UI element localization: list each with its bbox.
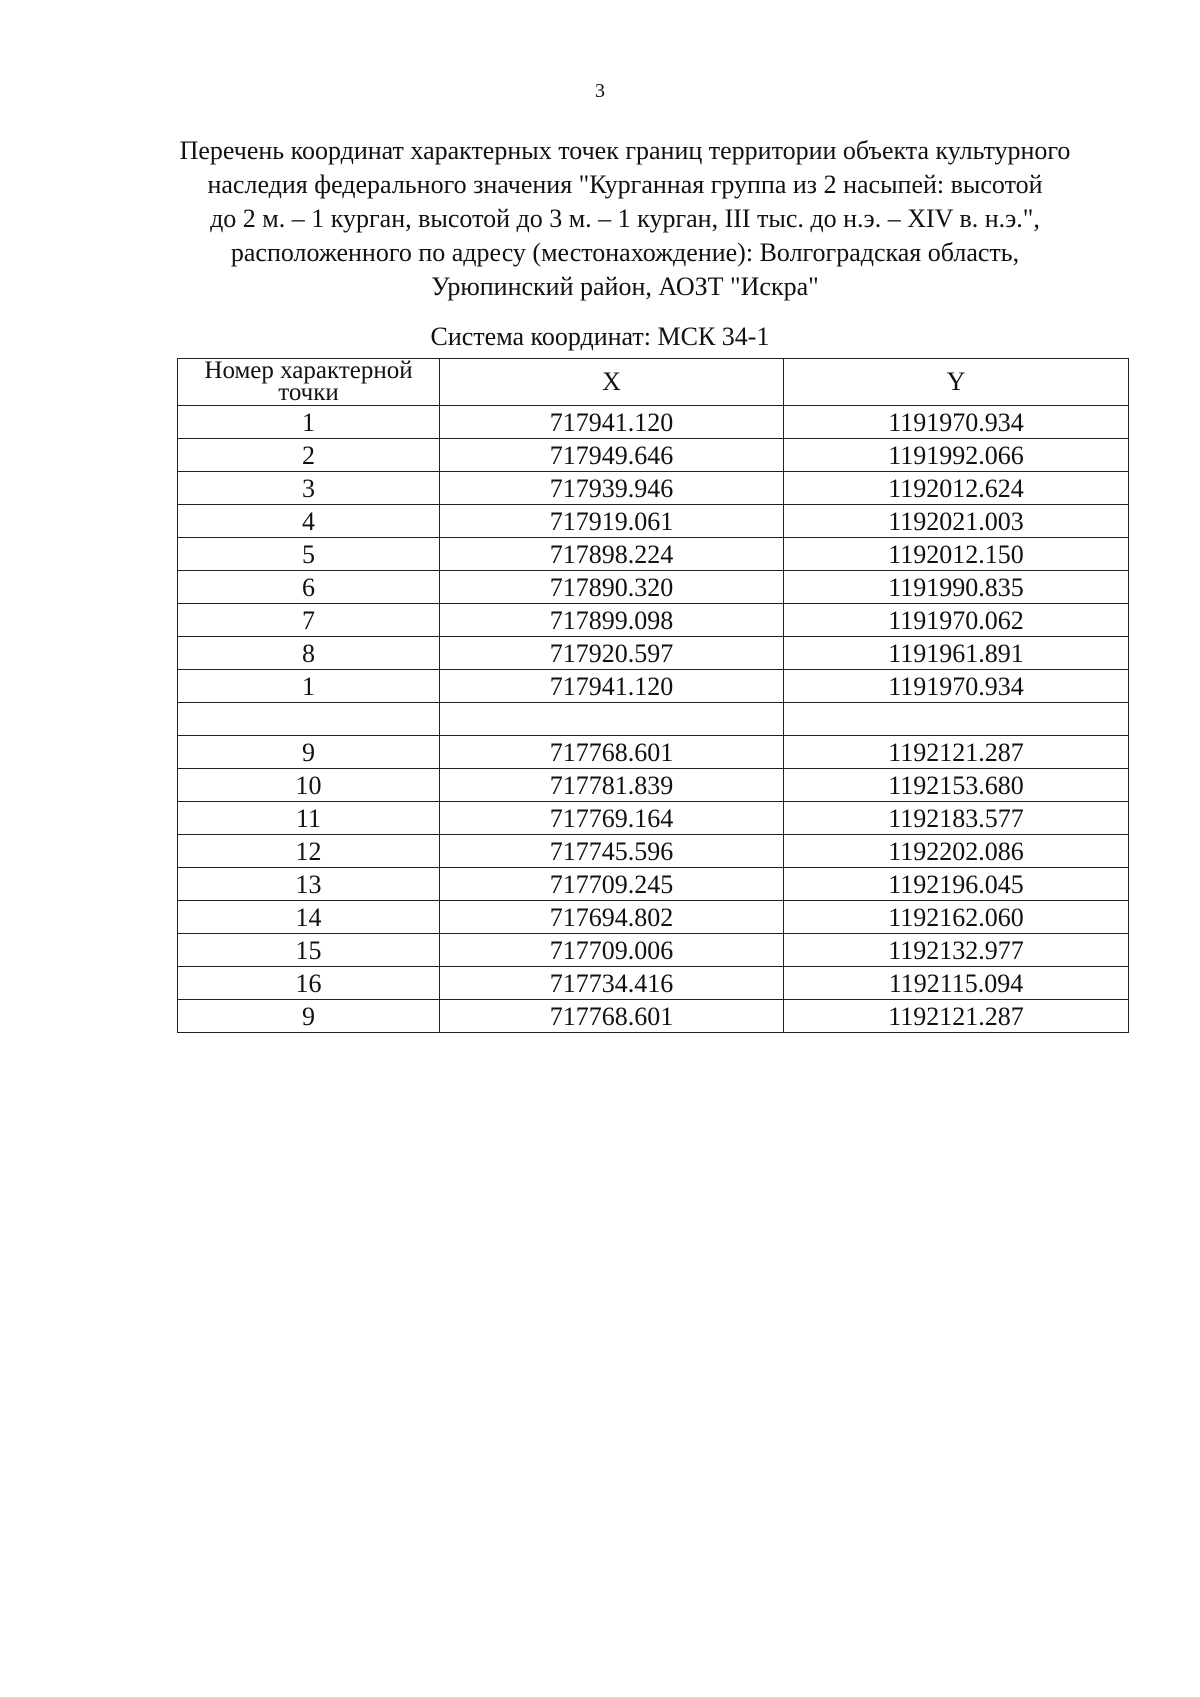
cell-point-number: 8 [178,637,440,670]
table-header-row [178,359,1129,406]
cell-y: 1192012.624 [784,472,1129,505]
page-number: 3 [595,80,605,102]
cell-x: 717709.006 [440,934,784,967]
cell-point-number: 16 [178,967,440,1000]
table-row [178,406,1129,439]
cell-point-number: 7 [178,604,440,637]
coordinate-system-label: Система координат: МСК 34-1 [430,322,770,351]
cell-x: 717899.098 [440,604,784,637]
cell-point-number: 9 [178,1000,440,1033]
cell-point-number: 15 [178,934,440,967]
cell-y: 1192121.287 [784,736,1129,769]
table-row [178,1000,1129,1033]
cell-x: 717781.839 [440,769,784,802]
cell-x: 717898.224 [440,538,784,571]
table-row [178,835,1129,868]
cell-y: 1191992.066 [784,439,1129,472]
table-row [178,901,1129,934]
document-title [170,134,1080,304]
cell-point-number: 11 [178,802,440,835]
cell-x: 717949.646 [440,439,784,472]
cell-x: 717769.164 [440,802,784,835]
title-line: наследия федерального значения "Курганная группа из 2 насыпей: высотой [207,170,1043,199]
cell-y: 1192121.287 [784,1000,1129,1033]
cell-y: 1192196.045 [784,868,1129,901]
title-line: Урюпинский район, АОЗТ "Искра" [431,272,819,301]
title-line: расположенного по адресу (местонахождение): Волгоградская область, [230,238,1020,267]
table-row [178,736,1129,769]
cell-x: 717919.061 [440,505,784,538]
cell-y: 1191990.835 [784,571,1129,604]
table-row [178,538,1129,571]
table-row [178,934,1129,967]
cell-x: 717768.601 [440,736,784,769]
table-row [178,472,1129,505]
header-point-number [178,359,440,406]
header-point-line1: Номер характерной [204,357,413,384]
cell-point-number: 6 [178,571,440,604]
cell-point-number: 10 [178,769,440,802]
cell-point-number: 1 [178,406,440,439]
table-row [178,505,1129,538]
cell-x: 717745.596 [440,835,784,868]
table-row [178,703,1129,736]
table-row [178,637,1129,670]
cell-y: 1192012.150 [784,538,1129,571]
cell-point-number: 5 [178,538,440,571]
cell-x [440,703,784,736]
cell-y: 1192153.680 [784,769,1129,802]
table-row [178,571,1129,604]
title-line: до 2 м. – 1 курган, высотой до 3 м. – 1 курган, III тыс. до н.э. – XIV в. н.э.", [210,204,1040,233]
cell-y: 1192132.977 [784,934,1129,967]
table-row [178,868,1129,901]
cell-y: 1192202.086 [784,835,1129,868]
coordinates-table [177,358,1129,1033]
cell-x: 717694.802 [440,901,784,934]
cell-x: 717920.597 [440,637,784,670]
header-y: Y [784,359,1129,406]
cell-y: 1192162.060 [784,901,1129,934]
cell-point-number: 1 [178,670,440,703]
cell-point-number: 2 [178,439,440,472]
cell-x: 717890.320 [440,571,784,604]
cell-point-number [178,703,440,736]
cell-x: 717941.120 [440,406,784,439]
cell-point-number: 4 [178,505,440,538]
table-body [178,406,1129,1033]
cell-y: 1192183.577 [784,802,1129,835]
cell-y: 1191970.934 [784,670,1129,703]
cell-y: 1191961.891 [784,637,1129,670]
table-row [178,967,1129,1000]
cell-point-number: 9 [178,736,440,769]
cell-y: 1192115.094 [784,967,1129,1000]
header-point-line2: точки [278,379,339,406]
header-x: X [440,359,784,406]
cell-x: 717709.245 [440,868,784,901]
cell-x: 717734.416 [440,967,784,1000]
cell-x: 717939.946 [440,472,784,505]
table-row [178,802,1129,835]
cell-point-number: 13 [178,868,440,901]
cell-y: 1191970.062 [784,604,1129,637]
title-line: Перечень координат характерных точек границ территории объекта культурного [179,136,1071,165]
cell-y: 1191970.934 [784,406,1129,439]
cell-x: 717941.120 [440,670,784,703]
cell-x: 717768.601 [440,1000,784,1033]
cell-y [784,703,1129,736]
table-row [178,769,1129,802]
cell-point-number: 14 [178,901,440,934]
cell-point-number: 12 [178,835,440,868]
table-row [178,670,1129,703]
table-row [178,604,1129,637]
cell-point-number: 3 [178,472,440,505]
cell-y: 1192021.003 [784,505,1129,538]
table-row [178,439,1129,472]
